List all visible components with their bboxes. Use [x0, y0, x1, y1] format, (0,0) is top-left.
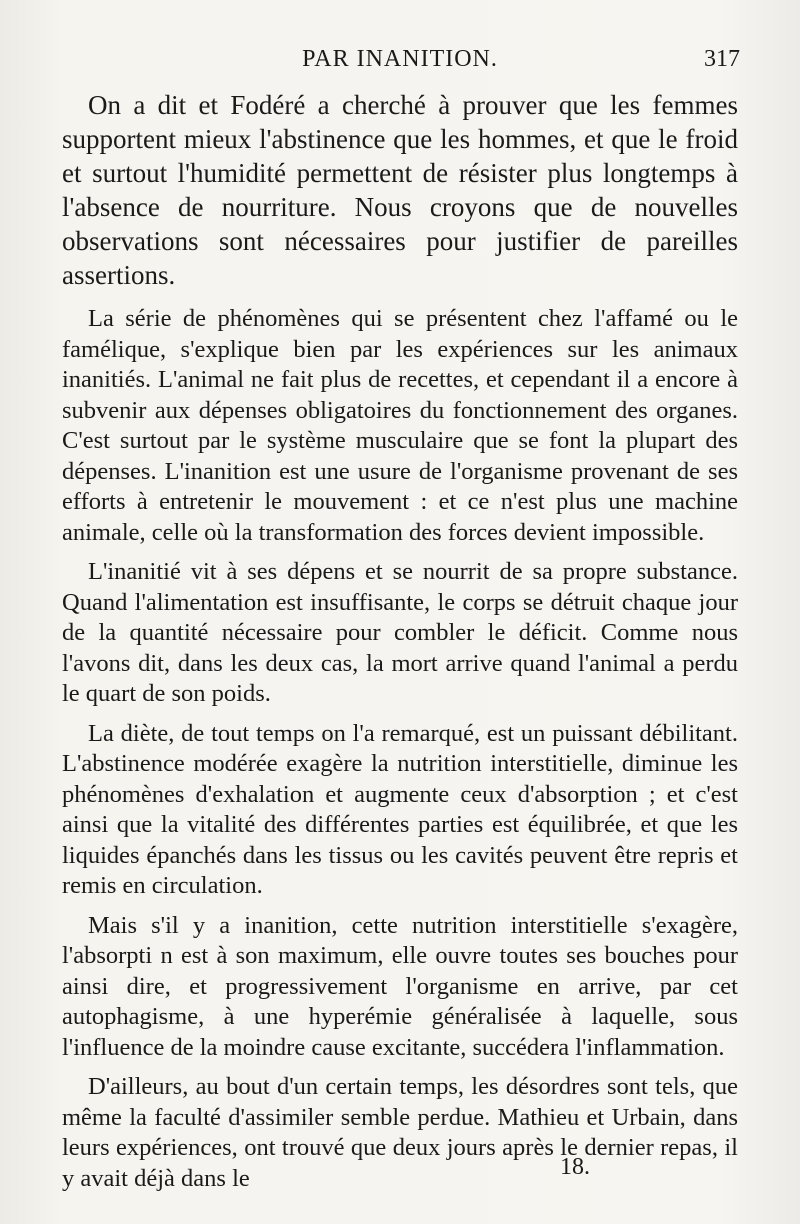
- page-number: 317: [704, 46, 740, 72]
- paragraph: L'inanitié vit à ses dépens et se nourrit de sa propre substance. Quand l'alimentation est insuffisante, le corps se détruit chaque jour de la quantité nécessaire pour combler le déficit. Comme nous l'avons dit, dans les deux cas, la mort arrive quand l'animal a perdu le quart de son poids.: [62, 558, 738, 707]
- paragraph: La série de phénomènes qui se présentent chez l'affamé ou le famélique, s'explique bien par les expériences sur les animaux inanitiés. L'animal ne fait plus de recettes, et cependant il a encore à subvenir aux dépenses obligatoires du fonctionnement des organes. C'est surtout par le système musculaire que se font la plupart des dépenses. L'inanition est une usure de l'organisme provenant de ses efforts à entretenir le mouvement : et ce n'est plus une machine animale, celle où la transformation des forces devient impossible.: [62, 305, 738, 546]
- paragraph: Mais s'il y a inanition, cette nutrition interstitielle s'exagère, l'absorpti n est à son maximum, elle ouvre toutes ses bouches pour ainsi dire, et progressivement l'organisme en arrive, par cet autophagisme, à une hyperémie généralisée à laquelle, sous l'influence de la moindre cause excitante, succédera l'inflammation.: [62, 911, 738, 1061]
- running-title: PAR INANITION.: [302, 46, 498, 72]
- paragraph: D'ailleurs, au bout d'un certain temps, les désordres sont tels, que même la faculté d'assimiler semble perdue. Mathieu et Urbain, dans leurs expériences, ont trouvé que deux jours après le dernier repas, il y avait déjà dans le: [62, 1073, 738, 1192]
- paragraph: La diète, de tout temps on l'a remarqué, est un puissant débilitant. L'abstinence modérée exagère la nutrition interstitielle, diminue les phénomènes d'exhalation et augmente ceux d'absorption ; et c'est ainsi que la vitalité des différentes parties est équilibrée, et que les liquides épanchés dans les tissus ou les cavités peuvent être repris et remis en circulation.: [62, 719, 738, 899]
- signature-mark: 18.: [560, 1154, 590, 1180]
- page-header: [62, 44, 738, 78]
- paragraph: On a dit et Fodéré a cherché à prouver que les femmes supportent mieux l'abstinence que les hommes, et que le froid et surtout l'humidité permettent de résister plus longtemps à l'absence de nourriture. Nous croyons que de nouvelles observations sont nécessaires pour justifier de pareilles assertions.: [62, 90, 738, 290]
- body-text: [62, 88, 738, 1203]
